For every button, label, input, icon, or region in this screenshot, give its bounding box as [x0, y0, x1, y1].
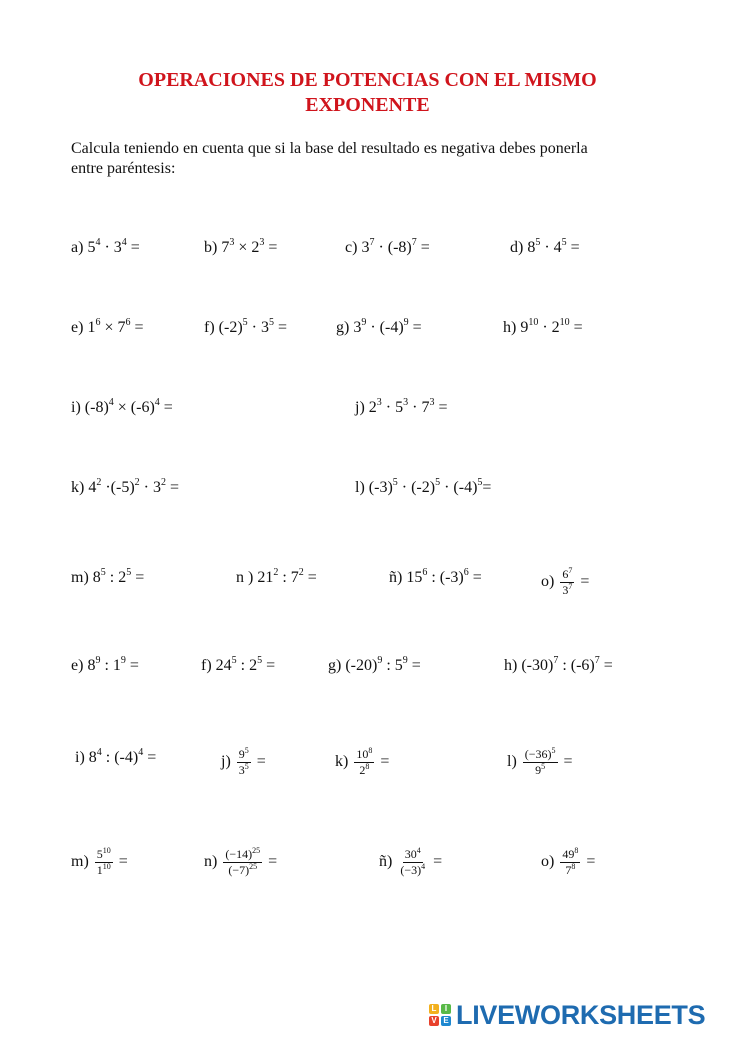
exercise-e: [71, 318, 144, 338]
exercise-expression: $8^5$ : $2^5$ =: [92, 567, 145, 586]
exercise-expression: $(-2)^5 \cdot 3^5$ =: [218, 317, 287, 336]
exercise-label: b): [204, 239, 218, 256]
exercise-expression: $7^3 \times 2^3$ =: [221, 237, 278, 256]
fraction-numerator: $10^8$: [356, 746, 373, 761]
exercise-k: [71, 478, 179, 498]
exercise-expression: $(-30)^7$ : $(-6)^7$ =: [521, 655, 613, 674]
exercise-label: d): [510, 239, 524, 256]
exercise-label: k): [335, 753, 349, 771]
title-line-1: OPERACIONES DE POTENCIAS CON EL MISMO: [138, 69, 597, 91]
exercise-d: [510, 238, 580, 258]
exercise-label: e): [71, 319, 84, 336]
exercise-expression: $15^6$ : $(-3)^6$ =: [406, 567, 482, 586]
logo-mark-v: V: [429, 1016, 439, 1026]
exercise-label: c): [345, 239, 358, 256]
exercise-m: [71, 568, 144, 588]
exercise-label: i): [71, 399, 81, 416]
exercise-label: n): [204, 853, 218, 871]
exercise-m2: [71, 848, 128, 877]
exercise-expression: $(-3)^5 \cdot (-2)^5 \cdot (-4)^5=$: [368, 477, 492, 496]
exercise-f: [204, 318, 287, 338]
exercise-label: g): [336, 319, 350, 336]
exercise-n: [236, 568, 317, 588]
exercise-expression: $21^2$ : $7^2$ =: [257, 567, 317, 586]
exercise-expression: $1^6 \times 7^6$ =: [87, 317, 144, 336]
exercise-o: [541, 568, 589, 597]
exercise-label: h): [503, 319, 517, 336]
exercise-expression: $\frac{30^4}{(-3)^4}$ =: [400, 846, 443, 877]
fraction-denominator: $2^8$: [359, 762, 370, 777]
fraction: [398, 848, 427, 877]
exercise-label: j): [355, 399, 365, 416]
fraction-numerator: $5^{10}$: [96, 846, 111, 861]
exercise-expression: $\frac{(-36)^5}{9^5}$ =: [524, 746, 573, 777]
liveworksheets-logo: [428, 999, 705, 1031]
fraction-numerator: $(-36)^5$: [524, 746, 556, 761]
exercise-expression: $3^7 \cdot (-8)^7$ =: [361, 237, 430, 256]
instructions-line-2: entre paréntesis:: [71, 160, 176, 177]
exercise-expression: $\frac{(-14)^{25}}{(-7)^{25}}$ =: [225, 846, 278, 877]
exercise-expression: $\frac{10^8}{2^8}$ =: [356, 746, 390, 777]
exercise-label: a): [71, 239, 84, 256]
fraction-numerator: $(-14)^{25}$: [225, 846, 261, 861]
fraction: [354, 748, 374, 777]
exercise-expression: $\frac{5^{10}}{1^{10}}$ =: [96, 846, 128, 877]
exercise-label: m): [71, 569, 89, 586]
exercise-label: f): [204, 319, 215, 336]
exercise-a: [71, 238, 140, 258]
exercise-label: i): [75, 749, 85, 766]
exercise-h2: [504, 656, 613, 676]
logo-mark-l: L: [429, 1004, 439, 1014]
exercise-f2: [201, 656, 275, 676]
logo-mark-i: I: [441, 1004, 451, 1014]
exercise-ñ: [389, 568, 482, 588]
exercise-c: [345, 238, 430, 258]
fraction: [223, 848, 262, 877]
exercise-label: ñ): [379, 853, 393, 871]
exercise-label: ñ): [389, 569, 403, 586]
exercise-k2: [335, 748, 389, 777]
exercise-o2: [541, 848, 595, 877]
exercise-expression: $5^4 \cdot 3^4$ =: [87, 237, 140, 256]
fraction-numerator: $30^4$: [404, 846, 421, 861]
exercise-b: [204, 238, 277, 258]
exercise-i2: [75, 748, 156, 768]
fraction-denominator: $7^8$: [565, 862, 576, 877]
exercise-expression: $\frac{9^5}{3^5}$ =: [238, 746, 266, 777]
fraction: [560, 568, 574, 597]
instructions-line-1: Calcula teniendo en cuenta que si la base del resultado es negativa debes ponerla: [71, 140, 588, 157]
fraction: [95, 848, 113, 877]
exercise-expression: $4^2 \cdot(-5)^2 \cdot 3^2$ =: [88, 477, 179, 496]
exercise-expression: $24^5$ : $2^5$ =: [215, 655, 276, 674]
fraction-denominator: $1^{10}$: [96, 862, 111, 877]
fraction-denominator: $3^5$: [238, 762, 249, 777]
liveworksheets-logo-icon: [428, 1003, 452, 1027]
fraction-denominator: $3^7$: [562, 582, 573, 597]
exercise-l2: [507, 748, 573, 777]
exercise-label: k): [71, 479, 85, 496]
exercise-l: [355, 478, 491, 498]
instructions: [71, 139, 661, 179]
exercise-expression: $\frac{6^7}{3^7}$ =: [562, 566, 590, 597]
exercise-label: j): [221, 753, 231, 771]
exercise-label: o): [541, 853, 555, 871]
exercise-expression: $(-20)^9$ : $5^9$ =: [345, 655, 421, 674]
logo-mark-e: E: [441, 1016, 451, 1026]
exercise-n2: [204, 848, 277, 877]
page-title: [0, 68, 735, 118]
exercise-expression: $8^4$ : $(-4)^4$ =: [88, 747, 157, 766]
exercise-j: [355, 398, 447, 418]
exercise-label: o): [541, 573, 555, 591]
fraction-denominator: $(-3)^4$: [400, 862, 426, 877]
exercise-ñ2: [379, 848, 442, 877]
exercise-expression: $8^9$ : $1^9$ =: [87, 655, 139, 674]
fraction: [237, 748, 251, 777]
exercise-label: l): [507, 753, 517, 771]
exercise-expression: $8^5 \cdot 4^5$ =: [527, 237, 580, 256]
exercise-e2: [71, 656, 139, 676]
exercise-j2: [221, 748, 266, 777]
exercise-expression: $2^3 \cdot 5^3 \cdot 7^3$ =: [368, 397, 448, 416]
fraction-numerator: $6^7$: [562, 566, 573, 581]
title-line-2: EXPONENTE: [305, 94, 430, 116]
exercise-label: e): [71, 657, 84, 674]
exercise-label: h): [504, 657, 518, 674]
exercise-label: f): [201, 657, 212, 674]
fraction: [560, 848, 580, 877]
fraction-denominator: $9^5$: [535, 762, 546, 777]
exercise-expression: $(-8)^4 \times (-6)^4$ =: [84, 397, 173, 416]
liveworksheets-logo-text: LIVEWORKSHEETS: [456, 999, 706, 1030]
exercise-h: [503, 318, 583, 338]
exercise-i: [71, 398, 173, 418]
fraction-denominator: $(-7)^{25}$: [228, 862, 258, 877]
exercise-label: l): [355, 479, 365, 496]
fraction-numerator: $49^8$: [562, 846, 579, 861]
exercise-label: g): [328, 657, 342, 674]
exercise-expression: $\frac{49^8}{7^8}$ =: [562, 846, 596, 877]
fraction-numerator: $9^5$: [238, 746, 249, 761]
exercise-label: m): [71, 853, 89, 871]
fraction: [523, 748, 558, 777]
exercise-expression: $3^9 \cdot (-4)^9$ =: [353, 317, 422, 336]
exercise-g: [336, 318, 422, 338]
exercise-g2: [328, 656, 421, 676]
exercise-label: n ): [236, 569, 254, 586]
exercise-expression: $9^{10} \cdot 2^{10}$ =: [520, 317, 583, 336]
